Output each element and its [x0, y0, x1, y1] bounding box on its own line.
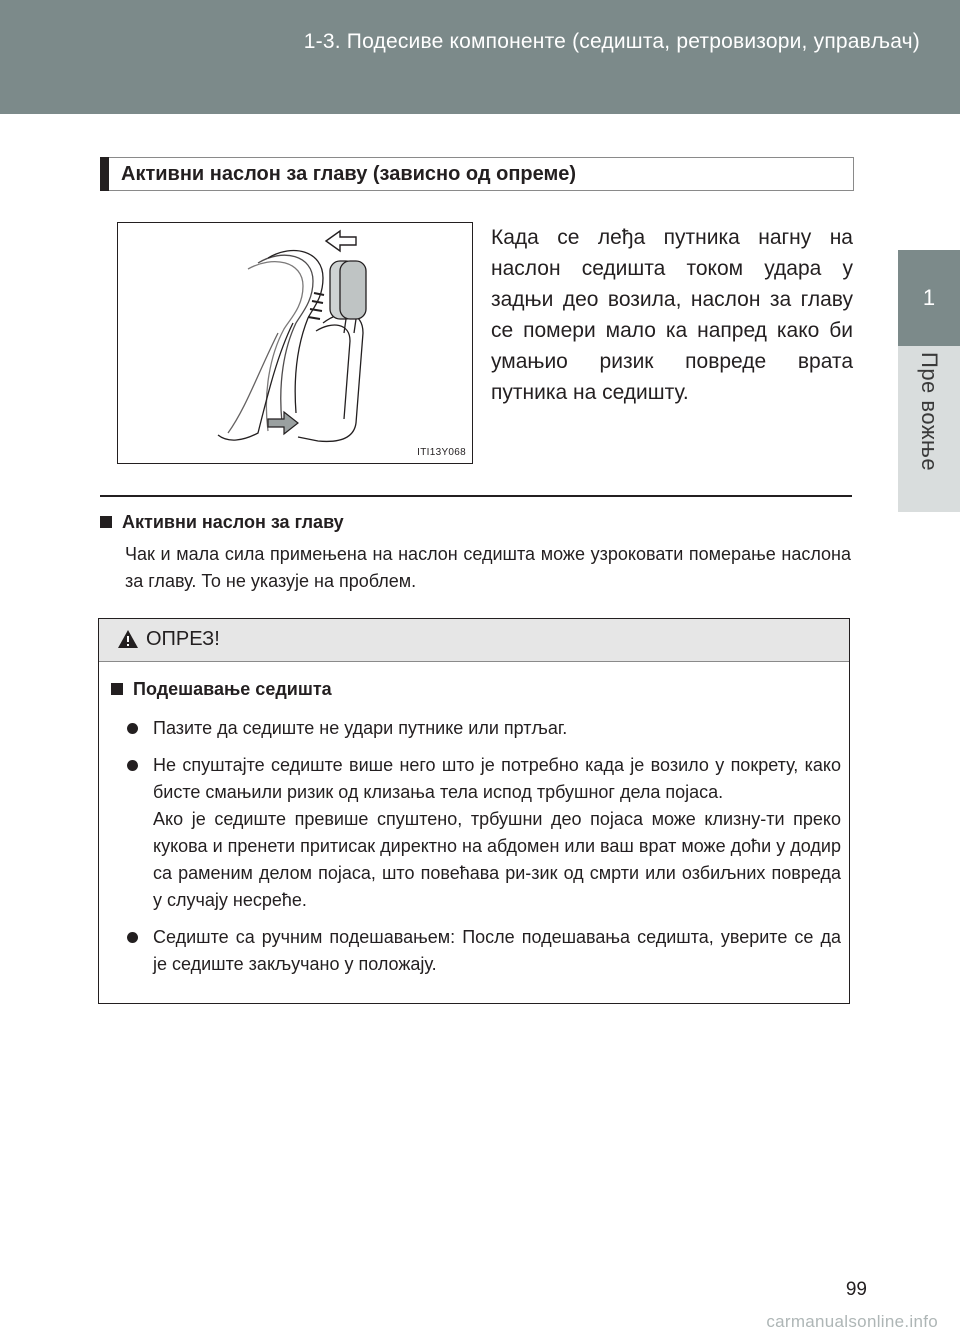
square-bullet-icon: [100, 516, 112, 528]
caution-header: [99, 619, 849, 662]
back-push-arrow-icon: [268, 412, 298, 434]
section-heading: [100, 157, 854, 191]
caution-box: [98, 618, 850, 1004]
bullet-text: Не спуштајте седиште више него што је потребно када је возило у покрету, како бисте смањили ризик од клизања тела испод трбушног дела појаса.: [153, 755, 841, 802]
bullet-icon: [127, 932, 138, 943]
watermark: carmanualsonline.info: [766, 1312, 938, 1331]
bullet-icon: [127, 723, 138, 734]
note-heading: [100, 512, 344, 533]
header-band: [0, 0, 960, 114]
bullet-text: Пазите да седиште не удари путнике или пртљаг.: [153, 718, 568, 738]
square-bullet-icon: [111, 683, 123, 695]
section-marker: [100, 157, 109, 191]
section-divider: [100, 495, 852, 497]
caution-subheading: [111, 679, 332, 700]
page-number: 99: [845, 1279, 867, 1300]
chapter-tab[interactable]: [898, 250, 960, 346]
chapter-number: 1: [922, 285, 936, 310]
intro-paragraph: Када се леђа путника нагну на наслон седишта током удара у задњи део возила, наслон за главу се помери мало ка напред како би умањио ризик повреде врата путника на седишту.: [491, 226, 853, 404]
bullet-text: Седиште са ручним подешавањем: После подешавања седишта, уверите се да је седиште закључано у положају.: [153, 927, 841, 974]
chapter-title: 1-3. Подесиве компоненте (седишта, ретровизори, управљач): [303, 30, 920, 53]
note-heading-text: Активни наслон за главу: [122, 512, 344, 532]
bullet-icon: [127, 760, 138, 771]
figure-code: ITI13Y068: [417, 447, 466, 458]
headrest-arrow-icon: [326, 231, 356, 251]
headrest-illustration: [117, 222, 473, 464]
list-item: [127, 924, 841, 978]
bullet-extra-text: Ако је седиште превише спуштено, трбушни део појаса може клизну-ти преко кукова и пренети притисак директно на абдомен или ваш врат може доћи у додир са раменим делом појаса, што повећава ри-зик од смрти или озбиљних повреда у случају несреће.: [153, 809, 841, 910]
caution-list: [127, 715, 841, 988]
chapter-label: Пре вожње: [917, 352, 942, 472]
caution-subheading-text: Подешавање седишта: [133, 679, 332, 699]
seat-occupant-drawing: [118, 223, 472, 463]
caution-label: ОПРЕЗ!: [146, 628, 220, 650]
list-item: [127, 752, 841, 914]
note-body: Чак и мала сила примењена на наслон седишта може узроковати померање наслона за главу. То не указује на проблем.: [125, 544, 851, 591]
list-item: [127, 715, 841, 742]
warning-icon: [117, 629, 139, 649]
section-title: Активни наслон за главу (зависно од опреме): [121, 163, 577, 185]
